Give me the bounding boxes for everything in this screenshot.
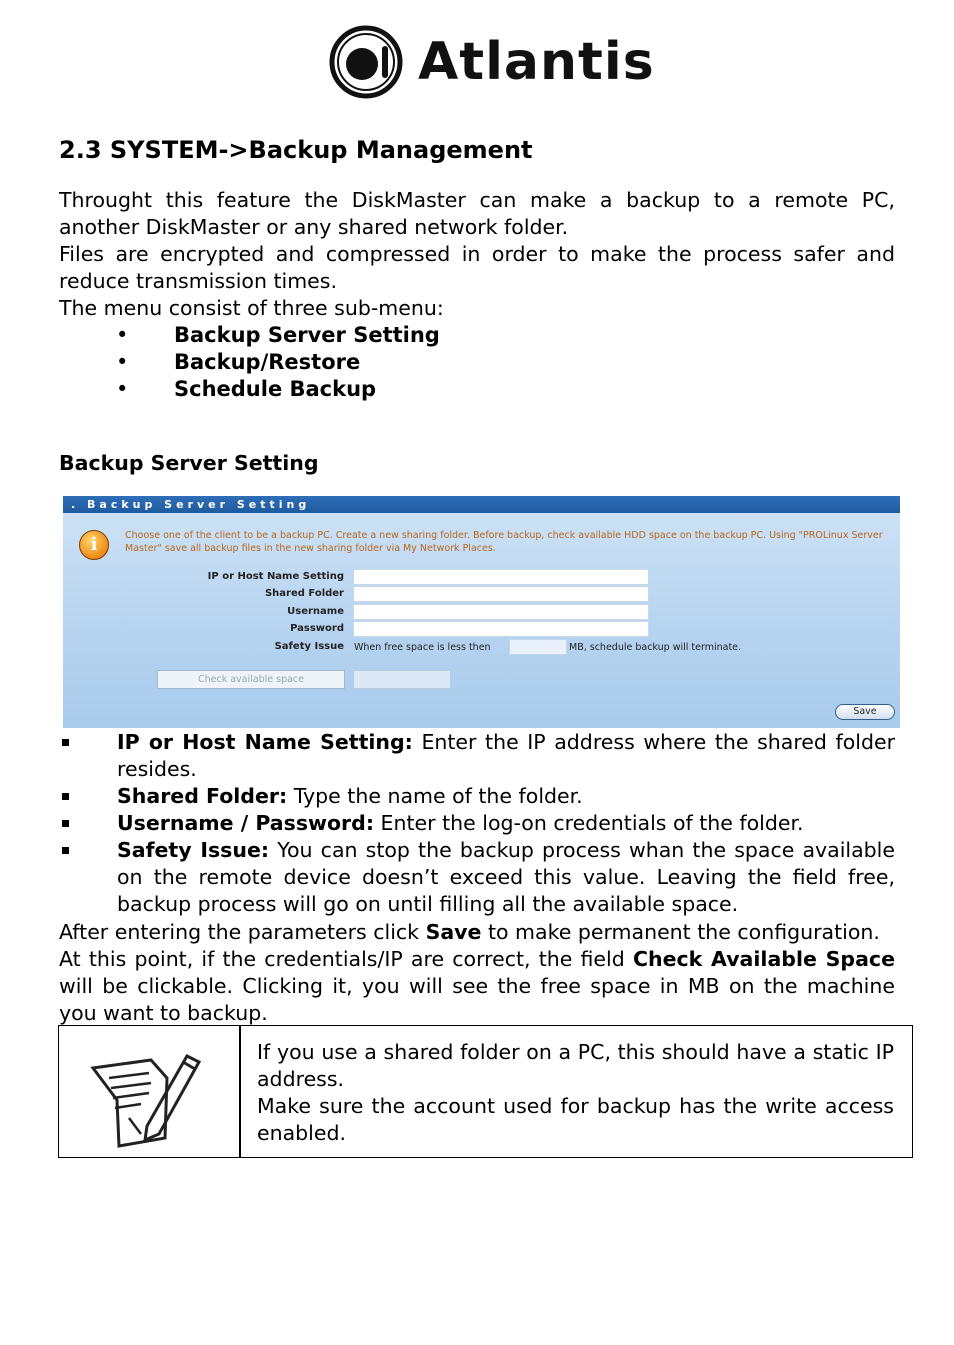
list-item: Shared Folder: Type the name of the folder. bbox=[0, 783, 954, 810]
safety-issue-label: Safety Issue bbox=[274, 641, 344, 652]
note-divider bbox=[239, 1026, 241, 1157]
username-label: Username bbox=[287, 606, 344, 617]
password-label: Password bbox=[290, 623, 344, 634]
safety-issue-prefix: When free space is less then bbox=[354, 642, 491, 653]
password-input[interactable] bbox=[353, 621, 649, 637]
section-title: 2.3 SYSTEM->Backup Management bbox=[59, 136, 533, 164]
panel-title: . Backup Server Setting bbox=[63, 496, 900, 513]
shared-folder-input[interactable] bbox=[353, 586, 649, 602]
brand-name: Atlantis bbox=[418, 32, 655, 92]
info-icon: i bbox=[79, 530, 109, 560]
safety-issue-suffix: MB, schedule backup will terminate. bbox=[569, 642, 742, 653]
note-box bbox=[58, 1025, 913, 1158]
intro-paragraph-2: Files are encrypted and compressed in order to make the process safer and reduce transmission times. bbox=[59, 242, 895, 293]
username-input[interactable] bbox=[353, 604, 649, 620]
intro-paragraph-3: The menu consist of three sub-menu: bbox=[59, 296, 444, 320]
note-line-1: If you use a shared folder on a PC, this should have a static IP address. bbox=[257, 1040, 894, 1091]
atlantis-ring-logo bbox=[326, 22, 406, 102]
backup-server-setting-panel bbox=[63, 496, 900, 728]
shared-folder-label: Shared Folder bbox=[264, 588, 344, 599]
note-pencil-icon bbox=[89, 1038, 209, 1148]
check-available-space-button[interactable]: Check available space bbox=[157, 670, 345, 689]
brand-logo bbox=[0, 22, 954, 102]
field-notes-list bbox=[0, 729, 954, 918]
list-item: Username / Password: Enter the log-on credentials of the folder. bbox=[0, 810, 954, 837]
after-paragraph-2: At this point, if the credentials/IP are correct, the field Check Available Space will be clickable. Clicking it, you will see the free space in MB on the machine you want to backup. bbox=[59, 947, 895, 1025]
safety-issue-input[interactable] bbox=[509, 639, 567, 655]
after-paragraph-1: After entering the parameters click Save to make permanent the configuration. bbox=[59, 920, 880, 944]
panel-description: Choose one of the client to be a backup PC. Create a new sharing folder. Before backup, check available HDD space on the backup PC. Using "PROLinux Server Master" save all backup files in the new sharing folder via My Network Places. bbox=[125, 530, 883, 554]
list-item: IP or Host Name Setting: Enter the IP address where the shared folder resides. bbox=[0, 729, 954, 783]
ip-host-input[interactable] bbox=[353, 569, 649, 585]
check-space-result-field bbox=[353, 670, 451, 689]
intro-paragraph-1: Throught this feature the DiskMaster can make a backup to a remote PC, another DiskMaster or any shared network folder. bbox=[59, 188, 895, 239]
note-text bbox=[257, 1039, 894, 1147]
list-item: Safety Issue: You can stop the backup process whan the space available on the remote device doesn’t exceed this value. Leaving the field free, backup process will go on until filling all the available space. bbox=[0, 837, 954, 918]
note-line-2: Make sure the account used for backup has the write access enabled. bbox=[257, 1094, 894, 1145]
save-button[interactable]: Save bbox=[835, 704, 895, 720]
ip-host-label: IP or Host Name Setting bbox=[207, 571, 344, 582]
subsection-title: Backup Server Setting bbox=[59, 451, 319, 475]
